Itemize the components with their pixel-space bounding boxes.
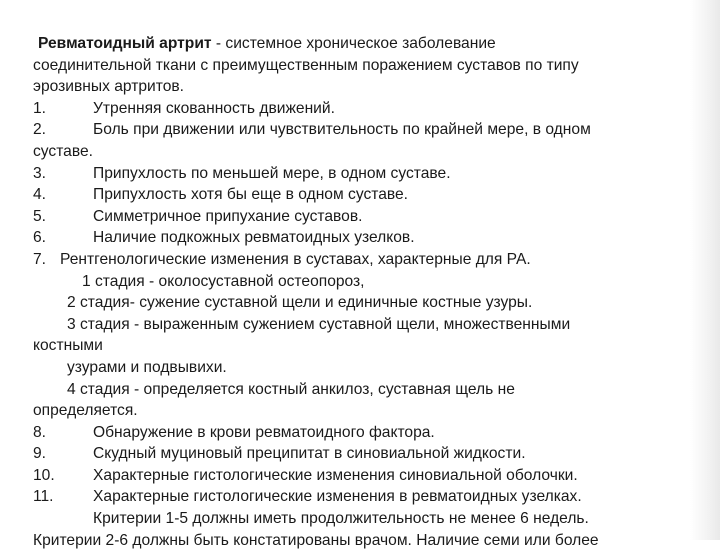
- list-item-continuation: суставе.: [33, 142, 93, 160]
- list-item: [33, 206, 713, 228]
- list-item-number: 3.: [33, 164, 47, 182]
- list-item-number: 7.: [33, 250, 47, 268]
- cut-off-line: Критерии 2-6 должны быть констатированы врачом. Наличие семи или более: [33, 531, 599, 549]
- title-rest: - системное хроническое заболевание: [211, 35, 496, 52]
- list-item-number: 8.: [33, 423, 47, 441]
- stage-4: 4 стадия - определяется костный анкилоз, суставная щель не: [67, 380, 515, 398]
- list-item: [33, 119, 713, 141]
- list-item-number: 6.: [33, 229, 47, 247]
- list-item: [33, 486, 713, 508]
- list-item: [33, 465, 713, 487]
- list-item: [33, 227, 713, 249]
- list-item-number: 2.: [33, 121, 47, 139]
- list-item-text: Боль при движении или чувствительность по крайней мере, в одном: [93, 121, 591, 139]
- list-item-text: Наличие подкожных ревматоидных узелков.: [93, 229, 415, 247]
- criteria-line: Критерии 1-5 должны иметь продолжительность не менее 6 недель.: [93, 510, 589, 528]
- list-item-number: 10.: [33, 466, 55, 484]
- stage-3: 3 стадия - выраженным сужением суставной щели, множественными: [67, 315, 571, 333]
- list-item: [33, 184, 713, 206]
- list-item: [33, 98, 713, 120]
- list-item-text: Характерные гистологические изменения синовиальной оболочки.: [93, 466, 578, 484]
- list-item-number: 4.: [33, 186, 47, 204]
- intro-line-2: соединительной ткани с преимущественным поражением суставов по типу: [33, 56, 579, 74]
- list-item: [33, 422, 713, 444]
- list-item-text: Обнаружение в крови ревматоидного фактора.: [93, 423, 435, 441]
- stage-3-continuation: узурами и подвывихи.: [67, 358, 227, 376]
- stage-4-continuation: определяется.: [33, 402, 138, 420]
- title-line: [33, 33, 713, 55]
- list-item-text: Припухлость хотя бы еще в одном суставе.: [93, 186, 408, 204]
- list-item-number: 5.: [33, 207, 47, 225]
- list-item-text: Симметричное припухание суставов.: [93, 207, 363, 225]
- list-item-text: Характерные гистологические изменения в ревматоидных узелках.: [93, 488, 582, 506]
- stage-2: 2 стадия- сужение суставной щели и единичные костные узуры.: [67, 294, 533, 312]
- list-item: [33, 163, 713, 185]
- title-bold: Ревматоидный артрит: [38, 35, 212, 52]
- stage-3-continuation: костными: [33, 337, 103, 355]
- document-body: [33, 33, 713, 551]
- list-item-number: 1.: [33, 99, 47, 117]
- list-item-number: 9.: [33, 445, 47, 463]
- list-item: [33, 249, 713, 271]
- list-item-text: Утренняя скованность движений.: [93, 99, 335, 117]
- list-item-text: Скудный муциновый преципитат в синовиальной жидкости.: [93, 445, 526, 463]
- list-item: [33, 443, 713, 465]
- list-item-text: Припухлость по меньшей мере, в одном суставе.: [93, 164, 451, 182]
- stage-1: 1 стадия - околосуставной остеопороз,: [82, 272, 365, 290]
- intro-line-3: эрозивных артритов.: [33, 78, 185, 96]
- list-item-text: Рентгенологические изменения в суставах, характерные для РА.: [60, 250, 531, 268]
- list-item-number: 11.: [33, 488, 54, 506]
